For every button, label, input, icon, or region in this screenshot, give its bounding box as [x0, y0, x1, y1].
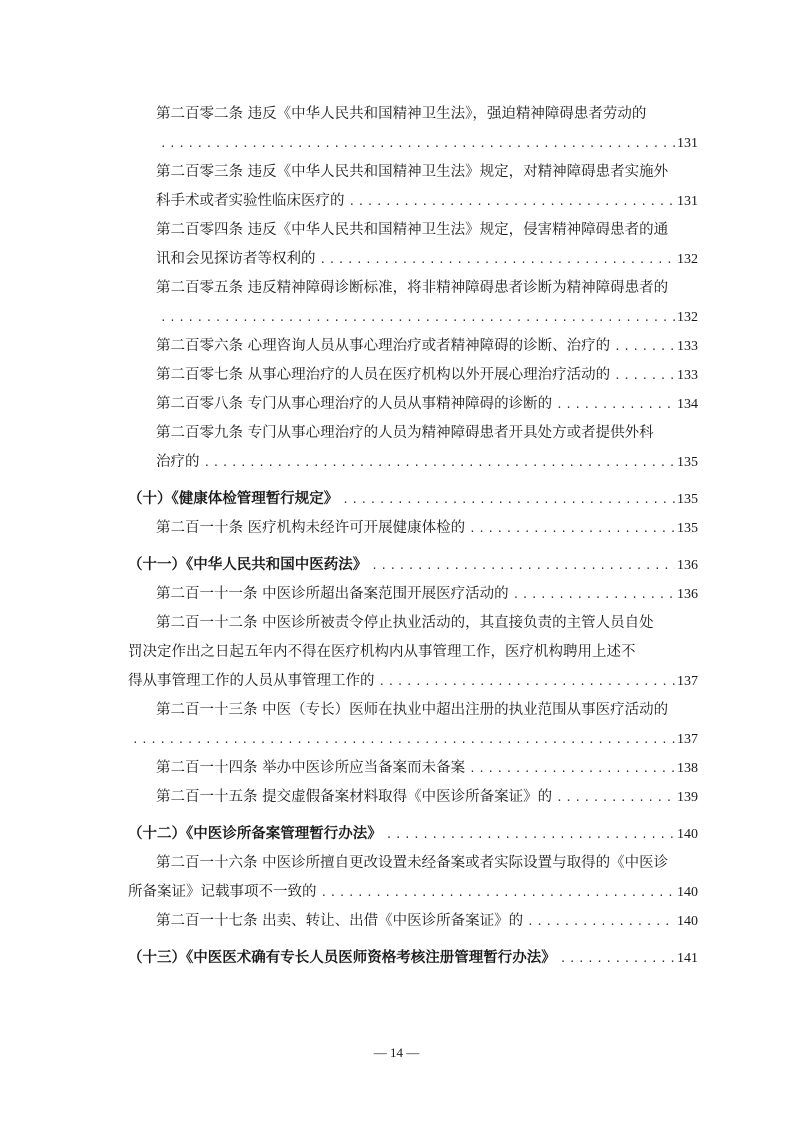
page-number: 141	[677, 951, 698, 966]
toc-entry: 第二百一十一条 中医诊所超出备案范围开展医疗活动的 ..... 136	[128, 580, 698, 609]
page-number: 131	[677, 194, 698, 209]
page-number: 134	[677, 397, 698, 412]
page-number: 135	[677, 521, 698, 536]
dot-leader	[200, 448, 676, 477]
page-number: 136	[677, 558, 698, 573]
toc-entry-continuation	[128, 725, 698, 754]
toc-entry: 第二百零五条 违反精神障碍诊断标准，将非精神障碍患者诊断为精神障碍患者的	[156, 280, 669, 296]
dot-leader	[367, 551, 675, 580]
dot-leader	[375, 667, 676, 696]
dot-leader	[317, 878, 676, 907]
dot-leader	[610, 332, 675, 361]
dot-leader	[128, 725, 675, 754]
dot-leader	[556, 944, 675, 973]
dot-leader	[382, 820, 675, 849]
toc-entry: 第二百一十四条 举办中医诊所应当备案而未备案 ..... 138	[128, 754, 698, 783]
toc-entry: 第二百零二条 违反《中华人民共和国精神卫生法》，强迫精神障碍患者劳动的	[156, 106, 647, 122]
page-number: 137	[677, 674, 698, 689]
page-number: 137	[677, 732, 698, 747]
dot-leader	[156, 129, 675, 158]
toc-entry: 第二百零四条 违反《中华人民共和国精神卫生法》规定，侵害精神障碍患者的通	[156, 222, 669, 238]
page-number: 135	[677, 455, 698, 470]
page-number: 139	[677, 790, 698, 805]
toc-entry: 第二百一十三条 中医（专长）医师在执业中超出注册的执业范围从事医疗活动的	[156, 702, 669, 718]
dot-leader	[316, 245, 676, 274]
toc-entry: 第二百一十二条 中医诊所被责令停止执业活动的，其直接负责的主管人员自处	[156, 615, 654, 631]
toc-entry-continuation: 治疗的 ..... 135	[128, 448, 698, 477]
toc-entry: 第二百零六条 心理咨询人员从事心理治疗或者精神障碍的诊断、治疗的 ..... 133	[128, 332, 698, 361]
toc-section-heading: （十二）《中医诊所备案管理暂行办法》 ..... 140	[128, 820, 698, 849]
page-number: 133	[677, 368, 698, 383]
dot-leader	[552, 390, 675, 419]
dot-leader	[509, 580, 675, 609]
dot-leader	[552, 783, 675, 812]
dot-leader	[523, 907, 675, 936]
toc-entry-continuation: 得从事管理工作的人员从事管理工作的 ..... 137	[128, 667, 698, 696]
page-number: 132	[677, 252, 698, 267]
dot-leader	[338, 485, 675, 514]
page-number: 140	[677, 885, 698, 900]
toc-entry: 第二百零八条 专门从事心理治疗的人员从事精神障碍的诊断的 ..... 134	[128, 390, 698, 419]
page-number: 133	[677, 339, 698, 354]
dot-leader	[345, 187, 676, 216]
toc-entry: 第二百一十条 医疗机构未经许可开展健康体检的 ..... 135	[128, 514, 698, 543]
toc-entry: 第二百一十七条 出卖、转让、出借《中医诊所备案证》的 ..... 140	[128, 907, 698, 936]
toc-entry: 第二百零三条 违反《中华人民共和国精神卫生法》规定，对精神障碍患者实施外	[156, 164, 669, 180]
page-number: 136	[677, 587, 698, 602]
toc-entry-continuation	[128, 129, 698, 158]
toc-section-heading: （十三）《中医医术确有专长人员医师资格考核注册管理暂行办法》 ..... 141	[128, 944, 698, 973]
toc-section-heading: （十一）《中华人民共和国中医药法》 ..... 136	[128, 551, 698, 580]
page-number: 131	[677, 136, 698, 151]
dot-leader	[465, 754, 675, 783]
page-footer: — 14 —	[373, 1045, 420, 1060]
toc-entry: 第二百零九条 专门从事心理治疗的人员为精神障碍患者开具处方或者提供外科	[156, 425, 654, 441]
toc-entry: 第二百一十六条 中医诊所擅自更改设置未经备案或者实际设置与取得的《中医诊	[156, 855, 669, 871]
toc-entry: 第二百零七条 从事心理治疗的人员在医疗机构以外开展心理治疗活动的 ..... 133	[128, 361, 698, 390]
dot-leader	[610, 361, 675, 390]
toc-entry-continuation: 讯和会见探访者等权利的 ..... 132	[128, 245, 698, 274]
dot-leader	[465, 514, 675, 543]
page-number: 135	[677, 492, 698, 507]
page-number: 138	[677, 761, 698, 776]
page-number: 140	[677, 914, 698, 929]
page-number: 140	[677, 827, 698, 842]
page-number: 132	[677, 310, 698, 325]
toc-entry-continuation	[128, 303, 698, 332]
toc-entry-continuation: 所备案证》记载事项不一致的 ..... 140	[128, 878, 698, 907]
toc-entry-continuation: 罚决定作出之日起五年内不得在医疗机构内从事管理工作，医疗机构聘用上述不	[128, 644, 636, 660]
toc-section-heading: （十）《健康体检管理暂行规定》 ..... 135	[128, 485, 698, 514]
table-of-contents	[128, 100, 698, 973]
toc-entry: 第二百一十五条 提交虚假备案材料取得《中医诊所备案证》的 ..... 139	[128, 783, 698, 812]
dot-leader	[156, 303, 675, 332]
toc-entry-continuation: 科手术或者实验性临床医疗的 ..... 131	[128, 187, 698, 216]
